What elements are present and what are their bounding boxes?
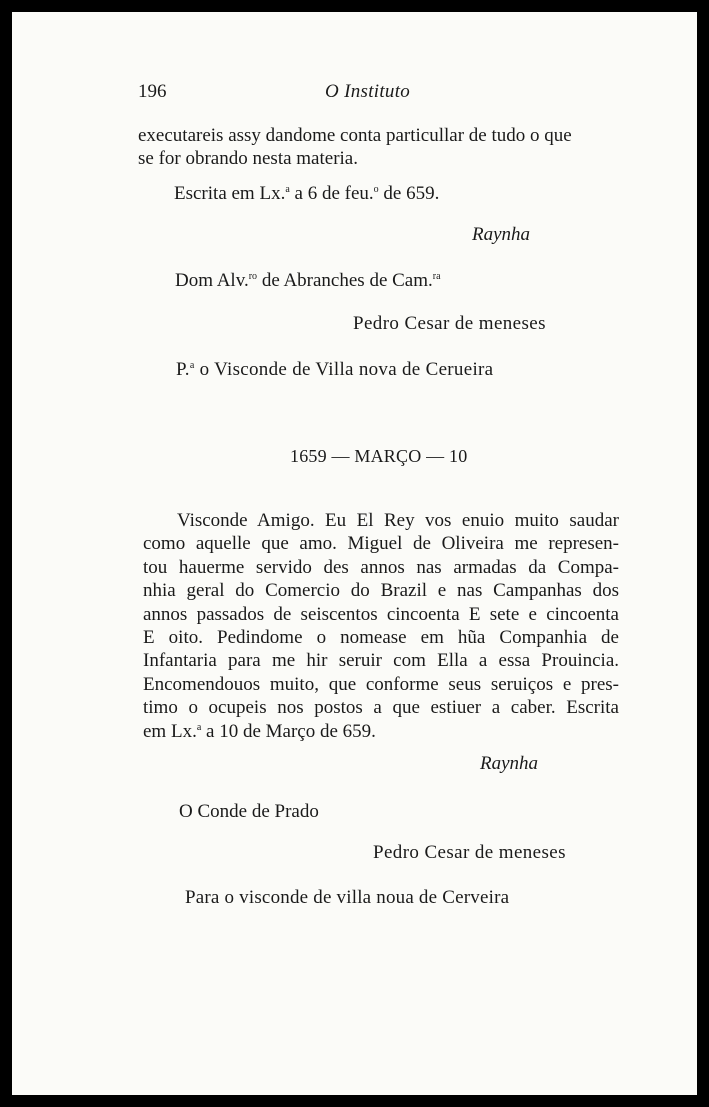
destination-text: o Visconde de Villa nova de Cerueira — [194, 359, 494, 380]
letter2-body-last-line — [143, 720, 619, 743]
document-page — [12, 12, 697, 1095]
letter2-signature: Raynha — [480, 753, 539, 774]
letter1-signature: Raynha — [472, 224, 531, 245]
letter1-secretary: Pedro Cesar de meneses — [353, 313, 546, 334]
destination-superscript: a — [189, 360, 195, 371]
destination-text: P. — [176, 359, 190, 380]
letter2-destination: Para o visconde de villa noua de Cerveira — [185, 887, 510, 908]
letter1-body-line: se for obrando nesta materia. — [138, 148, 358, 170]
letter2-body-line: timo o ocupeis nos postos a que estiuer a caber. Escrita — [143, 697, 619, 719]
addressee-text: Dom Alv. — [175, 270, 249, 291]
addressee-text: de Abranches de Cam. — [257, 270, 433, 291]
date-superscript: a — [285, 184, 290, 195]
letter2-body — [143, 509, 619, 743]
letter2-body-line: annos passados de seiscentos cincoenta E sete e cincoenta — [143, 603, 619, 625]
date-text: Escrita em Lx. — [174, 183, 286, 204]
body-text: em Lx. — [143, 720, 197, 742]
letter1-addressee — [175, 269, 441, 292]
date-text: de 659. — [378, 183, 440, 204]
letter2-body-line: tou hauerme servido des annos nas armadas da Compa- — [143, 556, 619, 578]
letter2-body-line: E oito. Pedindome o nomease em hũa Companhia de — [143, 627, 619, 649]
letter2-body-line: Infantaria para me hir seruir com Ella a essa Prouincia. — [143, 650, 619, 672]
body-superscript: a — [196, 721, 202, 733]
letter1-destination — [176, 358, 493, 381]
body-text: a 10 de Março de 659. — [201, 720, 376, 742]
letter2-addressee: O Conde de Prado — [179, 801, 319, 822]
letter1-date-line — [174, 182, 439, 205]
letter2-body-line: Visconde Amigo. Eu El Rey vos enuio muito saudar — [177, 510, 619, 531]
addressee-superscript: ro — [248, 271, 258, 282]
page-number: 196 — [138, 81, 167, 102]
letter2-heading: 1659 — MARÇO — 10 — [290, 446, 468, 466]
date-superscript: o — [373, 184, 379, 195]
letter1-body-line: executareis assy dandome conta particullar de tudo o que — [138, 125, 572, 146]
date-text: a 6 de feu. — [289, 183, 374, 204]
letter2-body-line: como aquelle que amo. Miguel de Oliveira me represen- — [143, 533, 619, 555]
letter2-body-line: Encomendouos muito, que conforme seus seruiços e pres- — [143, 673, 619, 695]
running-title: O Instituto — [325, 81, 411, 102]
letter2-secretary: Pedro Cesar de meneses — [373, 842, 566, 863]
letter1-body — [138, 124, 613, 171]
addressee-superscript: ra — [432, 271, 441, 282]
letter2-body-line: nhia geral do Comercio do Brazil e nas Campanhas dos — [143, 580, 619, 602]
